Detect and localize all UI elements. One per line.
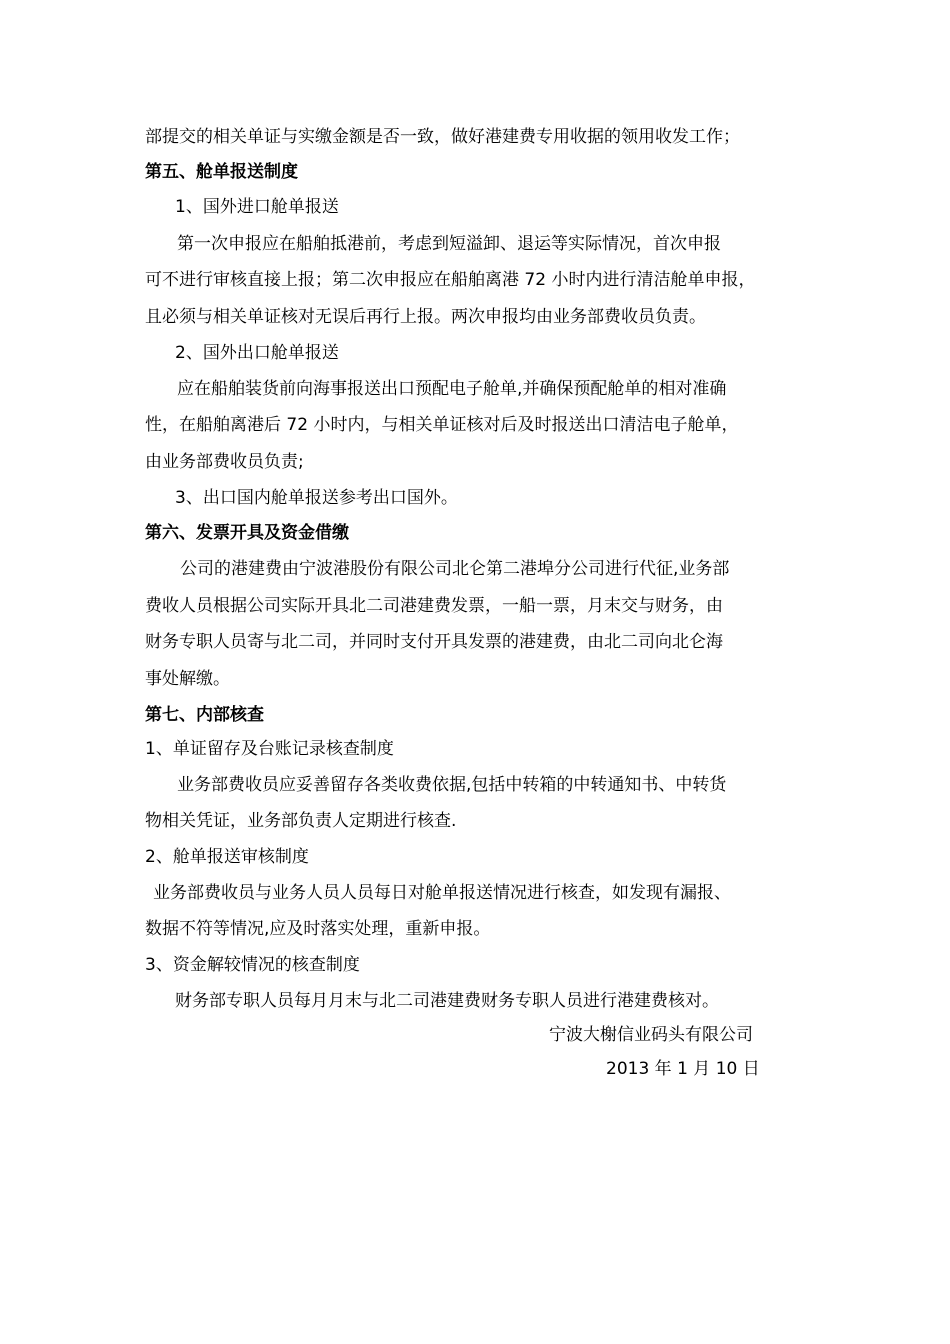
- signature-date: 2013 年 1 月 10 日: [606, 1059, 760, 1079]
- section-heading-6: 第六、发票开具及资金借缴: [145, 523, 349, 543]
- paragraph-line: 业务部费收员应妥善留存各类收费依据,包括中转箱的中转通知书、中转货: [177, 775, 727, 795]
- paragraph-line: 且必须与相关单证核对无误后再行上报。两次申报均由业务部费收员负责。: [145, 307, 706, 327]
- paragraph-line: 事处解缴。: [145, 669, 230, 689]
- paragraph-line: 第一次申报应在船舶抵港前，考虑到短溢卸、退运等实际情况，首次申报: [177, 234, 721, 254]
- paragraph-line: 业务部费收员与业务人员人员每日对舱单报送情况进行核查，如发现有漏报、: [153, 883, 731, 903]
- paragraph-line: 数据不符等情况,应及时落实处理，重新申报。: [145, 919, 491, 939]
- paragraph-line: 应在船舶装货前向海事报送出口预配电子舱单,并确保预配舱单的相对准确: [177, 379, 727, 399]
- subsection-heading: 2、舱单报送审核制度: [145, 847, 309, 867]
- paragraph-line: 公司的港建费由宁波港股份有限公司北仑第二港埠分公司进行代征,业务部: [180, 559, 730, 579]
- paragraph-line: 费收人员根据公司实际开具北二司港建费发票，一船一票，月末交与财务，由: [145, 596, 723, 616]
- paragraph-line: 性，在船舶离港后 72 小时内，与相关单证核对后及时报送出口清洁电子舱单，: [145, 415, 739, 435]
- paragraph-line: 3、出口国内舱单报送参考出口国外。: [175, 488, 458, 508]
- subsection-heading: 3、资金解较情况的核查制度: [145, 955, 360, 975]
- paragraph-line: 物相关凭证，业务部负责人定期进行核查.: [145, 811, 457, 831]
- signature-company: 宁波大榭信业码头有限公司: [549, 1025, 753, 1045]
- paragraph-line: 由业务部费收员负责;: [145, 452, 304, 472]
- section-heading-7: 第七、内部核查: [145, 705, 264, 725]
- paragraph-line: 财务部专职人员每月月末与北二司港建费财务专职人员进行港建费核对。: [175, 991, 719, 1011]
- subsection-heading: 1、国外进口舱单报送: [175, 197, 339, 217]
- subsection-heading: 1、单证留存及台账记录核查制度: [145, 739, 394, 759]
- section-heading-5: 第五、舱单报送制度: [145, 162, 298, 182]
- paragraph-line: 可不进行审核直接上报；第二次申报应在船舶离港 72 小时内进行清洁舱单申报，: [145, 270, 756, 290]
- paragraph-line: 部提交的相关单证与实缴金额是否一致，做好港建费专用收据的领用收发工作；: [145, 127, 740, 147]
- paragraph-line: 财务专职人员寄与北二司，并同时支付开具发票的港建费，由北二司向北仑海: [145, 632, 723, 652]
- subsection-heading: 2、国外出口舱单报送: [175, 343, 339, 363]
